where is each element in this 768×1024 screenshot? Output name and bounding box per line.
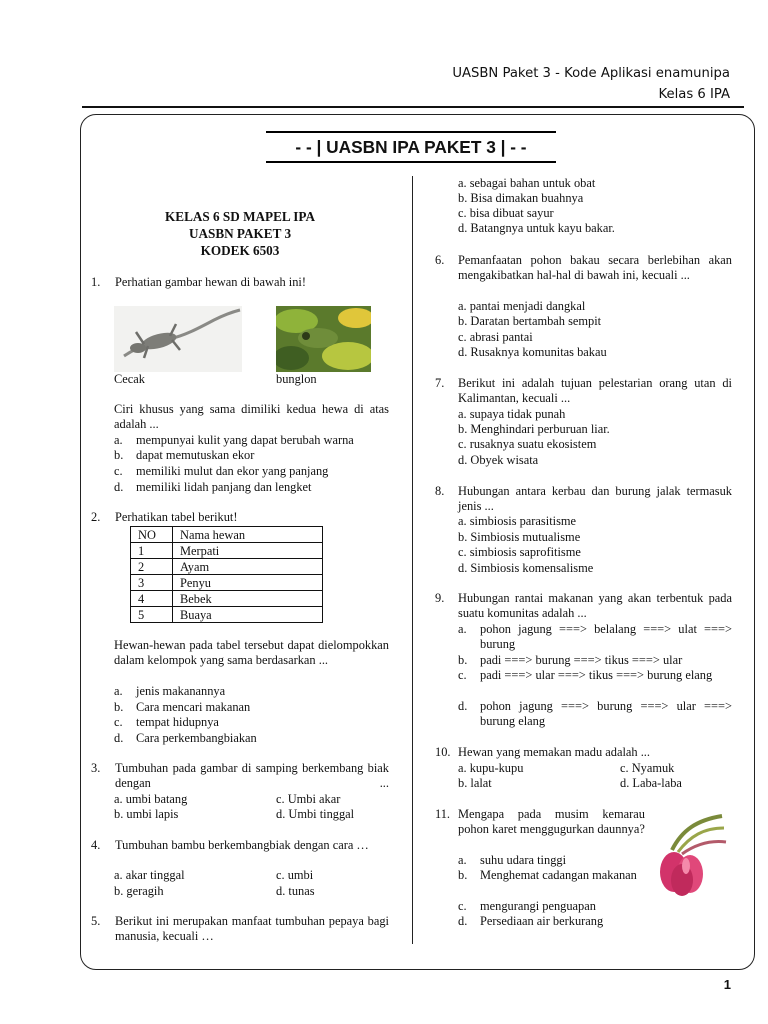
option: d. Rusaknya komunitas bakau	[458, 345, 607, 359]
option: a. suhu udara tinggi	[458, 853, 567, 867]
option: c. rusaknya suatu ekosistem	[458, 437, 597, 451]
question-3	[91, 761, 389, 792]
question-1-stem: Ciri khusus yang sama dimiliki kedua hewa di atas adalah ...	[114, 402, 389, 432]
option: c. abrasi pantai	[458, 330, 533, 344]
option: c. Nyamuk	[620, 761, 675, 775]
question-10	[435, 745, 732, 760]
option: d. Obyek wisata	[458, 453, 539, 467]
option: d. Persediaan air berkurang	[458, 914, 604, 928]
question-number: 8.	[435, 484, 445, 498]
question-8	[435, 484, 732, 515]
question-7	[435, 376, 732, 407]
table-row: 3 Penyu	[131, 575, 323, 591]
option: a. pantai menjadi dangkal	[458, 299, 586, 313]
option: a. akar tinggal	[114, 868, 185, 882]
table-header-cell: NO	[131, 527, 173, 543]
page-number: 1	[723, 977, 731, 992]
heading-line3: KODEK 6503	[200, 243, 280, 258]
chameleon-caption: bunglon	[276, 372, 317, 386]
gecko-image	[114, 306, 242, 372]
option: c. simbiosis saprofitisme	[458, 545, 581, 559]
question-text: Perhatian gambar hewan di bawah ini!	[115, 275, 306, 289]
question-number: 10.	[435, 745, 451, 759]
option: a. supaya tidak punah	[458, 407, 566, 421]
option: a. mempunyai kulit yang dapat berubah warna	[114, 433, 354, 447]
question-number: 6.	[435, 253, 445, 267]
question-2	[91, 510, 389, 525]
question-4	[91, 838, 389, 853]
table-row: 5 Buaya	[131, 607, 323, 623]
option: c. memiliki mulut dan ekor yang panjang	[114, 464, 329, 478]
option: a. jenis makanannya	[114, 684, 226, 698]
header-class: Kelas 6 IPA	[658, 87, 730, 102]
option: b. umbi lapis	[114, 807, 179, 821]
option: c. tempat hidupnya	[114, 715, 219, 729]
question-number: 9.	[435, 591, 445, 605]
question-6	[435, 253, 732, 284]
option: d. memiliki lidah panjang dan lengket	[114, 480, 312, 494]
option: b. lalat	[458, 776, 492, 790]
question-2-stem: Hewan-hewan pada tabel tersebut dapat dielompokkan dalam kelompok yang sama berdasarkan ...	[114, 638, 389, 668]
header-rule	[82, 106, 744, 108]
shallot-image	[652, 810, 728, 898]
question-text: Perhatikan tabel berikut!	[115, 510, 238, 524]
option: b. Simbiosis mutualisme	[458, 530, 581, 544]
header-title: UASBN Paket 3 - Kode Aplikasi enamunipa	[452, 66, 730, 81]
option: b. Menghemat cadangan makanan	[458, 868, 637, 882]
option: c. bisa dibuat sayur	[458, 206, 554, 220]
option: b. Cara mencari makanan	[114, 700, 251, 714]
animal-table	[130, 526, 323, 623]
option: a. sebagai bahan untuk obat	[458, 176, 596, 190]
option: a. kupu-kupu	[458, 761, 524, 775]
option: b. Bisa dimakan buahnya	[458, 191, 584, 205]
question-text: Hubungan rantai makanan yang akan terbentuk pada suatu komunitas adalah ...	[458, 591, 732, 621]
table-header-cell: Nama hewan	[173, 527, 323, 543]
question-number: 1.	[91, 275, 101, 289]
question-number: 4.	[91, 838, 101, 852]
option: d. pohon jagung ===> burung ===> ular ===> burung elang	[458, 699, 732, 729]
gecko-caption: Cecak	[114, 372, 145, 386]
heading-line2: UASBN PAKET 3	[188, 226, 292, 241]
question-text: Tumbuhan bambu berkembangbiak dengan cara …	[115, 838, 369, 852]
question-5	[91, 914, 389, 945]
option: d. Simbiosis komensalisme	[458, 561, 594, 575]
option: c. umbi	[276, 868, 314, 882]
option: b. dapat memutuskan ekor	[114, 448, 255, 462]
option: b. geragih	[114, 884, 164, 898]
question-number: 5.	[91, 914, 101, 928]
option: b. padi ===> burung ===> tikus ===> ular	[458, 653, 683, 667]
table-row: 1 Merpati	[131, 543, 323, 559]
option: b. Daratan bertambah sempit	[458, 314, 602, 328]
question-number: 7.	[435, 376, 445, 390]
question-9	[435, 591, 732, 622]
question-number: 2.	[91, 510, 101, 524]
option: d. Umbi tinggal	[276, 807, 355, 821]
question-11	[435, 807, 645, 838]
table-row: 4 Bebek	[131, 591, 323, 607]
question-1	[91, 275, 389, 290]
option: a. umbi batang	[114, 792, 188, 806]
option: d. Laba-laba	[620, 776, 682, 790]
table-header-row	[131, 527, 323, 543]
question-text: Hubungan antara kerbau dan burung jalak termasuk jenis ...	[458, 484, 732, 514]
option: d. Cara perkembangbiakan	[114, 731, 257, 745]
option: d. Batangnya untuk kayu bakar.	[458, 221, 615, 235]
column-divider	[412, 176, 413, 944]
option: c. mengurangi penguapan	[458, 899, 596, 913]
option: a. pohon jagung ===> belalang ===> ulat ===> burung	[458, 622, 732, 652]
option: b. Menghindari perburuan liar.	[458, 422, 610, 436]
page-title: - - | UASBN IPA PAKET 3 | - -	[266, 131, 556, 163]
option: c. padi ===> ular ===> tikus ===> burung elang	[458, 668, 713, 682]
heading-line1: KELAS 6 SD MAPEL IPA	[165, 209, 315, 224]
question-text: Mengapa pada musim kemarau pohon karet menggugurkan daunnya?	[458, 807, 645, 837]
chameleon-image	[276, 306, 371, 372]
question-number: 3.	[91, 761, 101, 775]
table-row: 2 Ayam	[131, 559, 323, 575]
option: a. simbiosis parasitisme	[458, 514, 577, 528]
question-text: Hewan yang memakan madu adalah ...	[458, 745, 650, 759]
question-number: 11.	[435, 807, 451, 821]
question-text: Berikut ini merupakan manfaat tumbuhan pepaya bagi manusia, kecuali …	[115, 914, 389, 944]
question-text: Tumbuhan pada gambar di samping berkembang biak dengan ...	[115, 761, 389, 791]
question-text: Pemanfaatan pohon bakau secara berlebihan akan mengakibatkan hal-hal di bawah ini, kecuali ...	[458, 253, 732, 283]
question-text: Berikut ini adalah tujuan pelestarian orang utan di Kalimantan, kecuali ...	[458, 376, 732, 406]
option: d. tunas	[276, 884, 315, 898]
option: c. Umbi akar	[276, 792, 341, 806]
